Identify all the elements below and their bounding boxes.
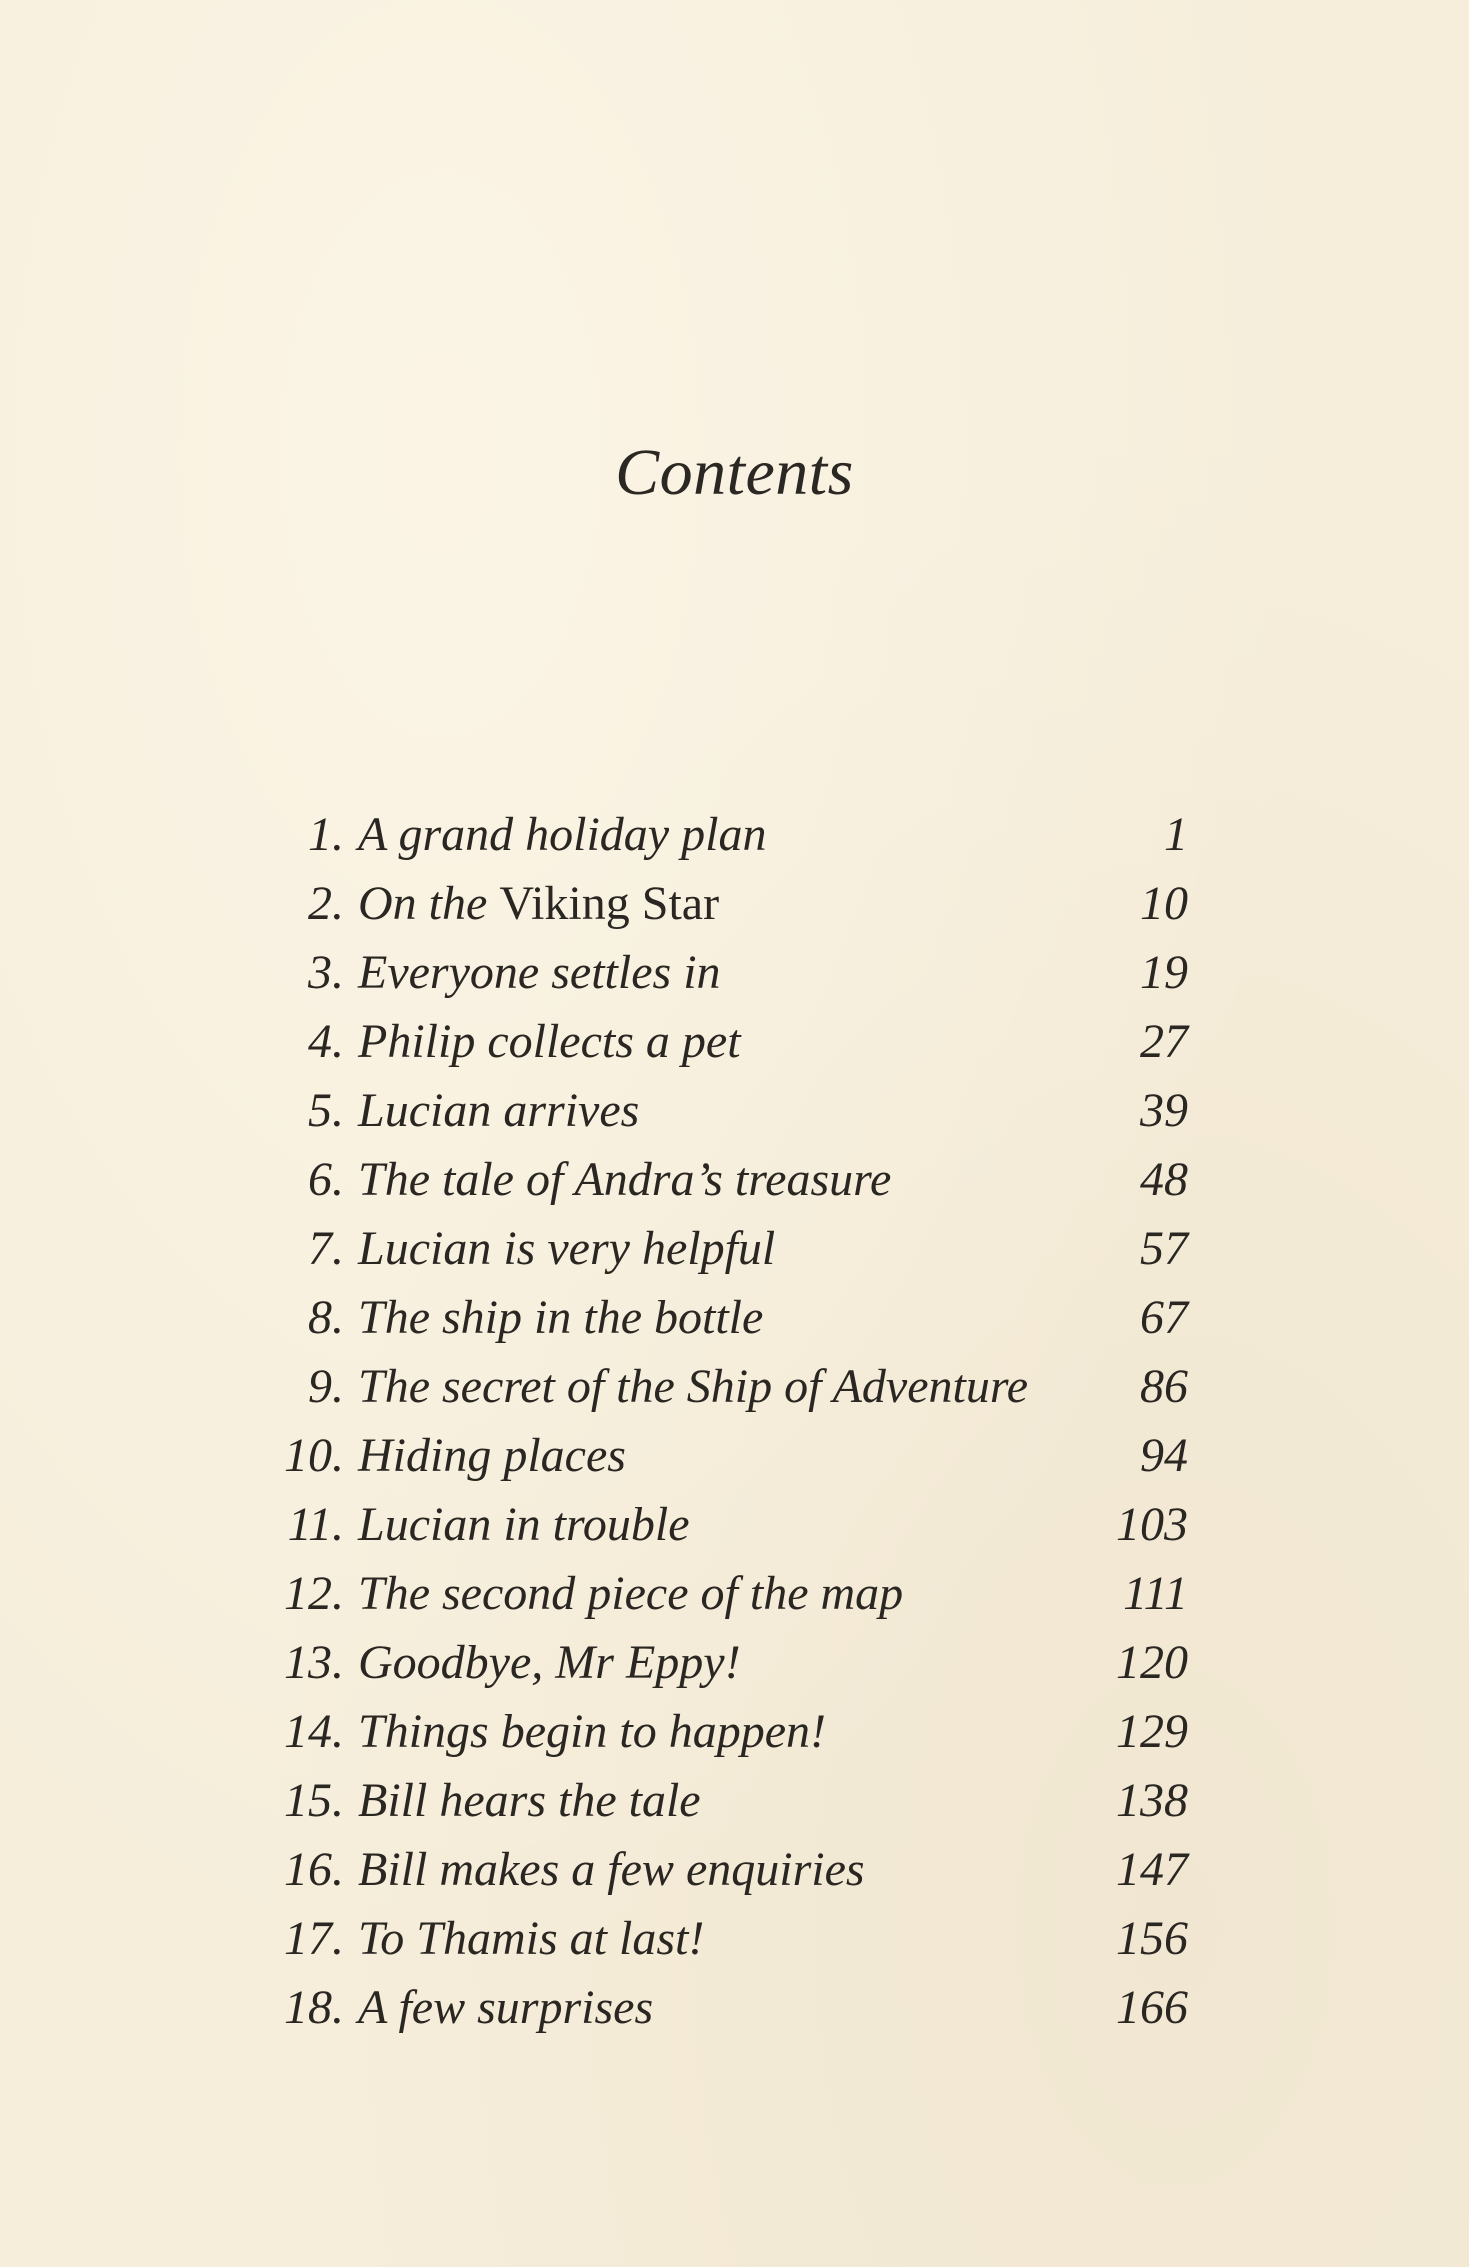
toc-entry-15: [270, 1766, 1190, 1835]
chapter-title: [358, 869, 719, 938]
chapter-number: 8.: [308, 1291, 344, 1344]
chapter-title: Lucian in trouble: [358, 1498, 690, 1551]
chapter-number: 12.: [284, 1567, 344, 1620]
page-number: 120: [1116, 1636, 1188, 1689]
chapter-title: Bill hears the tale: [358, 1774, 701, 1827]
page-number: 138: [1116, 1774, 1188, 1827]
toc-entry-2: [270, 869, 1190, 938]
chapter-number: 4.: [308, 1015, 344, 1068]
toc-entry-16: [270, 1835, 1190, 1904]
toc-entry-10: [270, 1421, 1190, 1490]
chapter-number: 9.: [308, 1360, 344, 1413]
chapter-title: A few surprises: [358, 1981, 654, 2034]
chapter-number: 1.: [308, 808, 344, 861]
toc-entry-8: [270, 1283, 1190, 1352]
toc-entry-18: [270, 1973, 1190, 2042]
toc-entry-12: [270, 1559, 1190, 1628]
ship-name: Viking Star: [499, 877, 720, 930]
chapter-title: Everyone settles in: [358, 946, 721, 999]
toc-entry-17: [270, 1904, 1190, 1973]
page-number: 57: [1140, 1222, 1188, 1275]
chapter-title-prefix: On the: [358, 877, 488, 930]
chapter-title: Lucian is very helpful: [358, 1222, 776, 1275]
chapter-number: 2.: [308, 877, 344, 930]
table-of-contents: [270, 800, 1190, 2042]
page-number: 19: [1140, 946, 1188, 999]
page-number: 94: [1140, 1429, 1188, 1482]
chapter-number: 11.: [287, 1498, 344, 1551]
chapter-number: 7.: [308, 1222, 344, 1275]
chapter-number: 16.: [284, 1843, 344, 1896]
toc-entry-7: [270, 1214, 1190, 1283]
page-number: 111: [1123, 1567, 1188, 1620]
toc-entry-3: [270, 938, 1190, 1007]
page-number: 67: [1140, 1291, 1188, 1344]
page-number: 86: [1140, 1360, 1188, 1413]
toc-entry-1: [270, 800, 1190, 869]
page-number: 27: [1140, 1015, 1188, 1068]
page-number: 147: [1116, 1843, 1188, 1896]
page-number: 166: [1116, 1981, 1188, 2034]
chapter-number: 6.: [308, 1153, 344, 1206]
chapter-title: A grand holiday plan: [358, 808, 767, 861]
toc-entry-11: [270, 1490, 1190, 1559]
chapter-number: 5.: [308, 1084, 344, 1137]
toc-entry-4: [270, 1007, 1190, 1076]
chapter-title: The secret of the Ship of Adventure: [358, 1360, 1029, 1413]
toc-entry-6: [270, 1145, 1190, 1214]
page-number: 1: [1164, 808, 1188, 861]
chapter-number: 15.: [284, 1774, 344, 1827]
page-number: 156: [1116, 1912, 1188, 1965]
chapter-title: Lucian arrives: [358, 1084, 640, 1137]
chapter-number: 10.: [284, 1429, 344, 1482]
chapter-number: 13.: [284, 1636, 344, 1689]
page-number: 39: [1140, 1084, 1188, 1137]
chapter-title: The second piece of the map: [358, 1567, 904, 1620]
chapter-title: The ship in the bottle: [358, 1291, 764, 1344]
page-number: 48: [1140, 1153, 1188, 1206]
chapter-title: Things begin to happen!: [358, 1705, 826, 1758]
chapter-title: Goodbye, Mr Eppy!: [358, 1636, 741, 1689]
toc-entry-14: [270, 1697, 1190, 1766]
page-number: 103: [1116, 1498, 1188, 1551]
page-title: Contents: [615, 436, 854, 509]
toc-entry-13: [270, 1628, 1190, 1697]
chapter-title: The tale of Andra’s treasure: [358, 1153, 892, 1206]
page-number: 129: [1116, 1705, 1188, 1758]
chapter-title: Hiding places: [358, 1429, 626, 1482]
chapter-number: 18.: [284, 1981, 344, 2034]
chapter-number: 3.: [308, 946, 344, 999]
chapter-number: 17.: [284, 1912, 344, 1965]
chapter-number: 14.: [284, 1705, 344, 1758]
chapter-title: Bill makes a few enquiries: [358, 1843, 865, 1896]
page-number: 10: [1140, 877, 1188, 930]
toc-entry-5: [270, 1076, 1190, 1145]
toc-entry-9: [270, 1352, 1190, 1421]
chapter-title: Philip collects a pet: [358, 1015, 741, 1068]
chapter-title: To Thamis at last!: [358, 1912, 705, 1965]
